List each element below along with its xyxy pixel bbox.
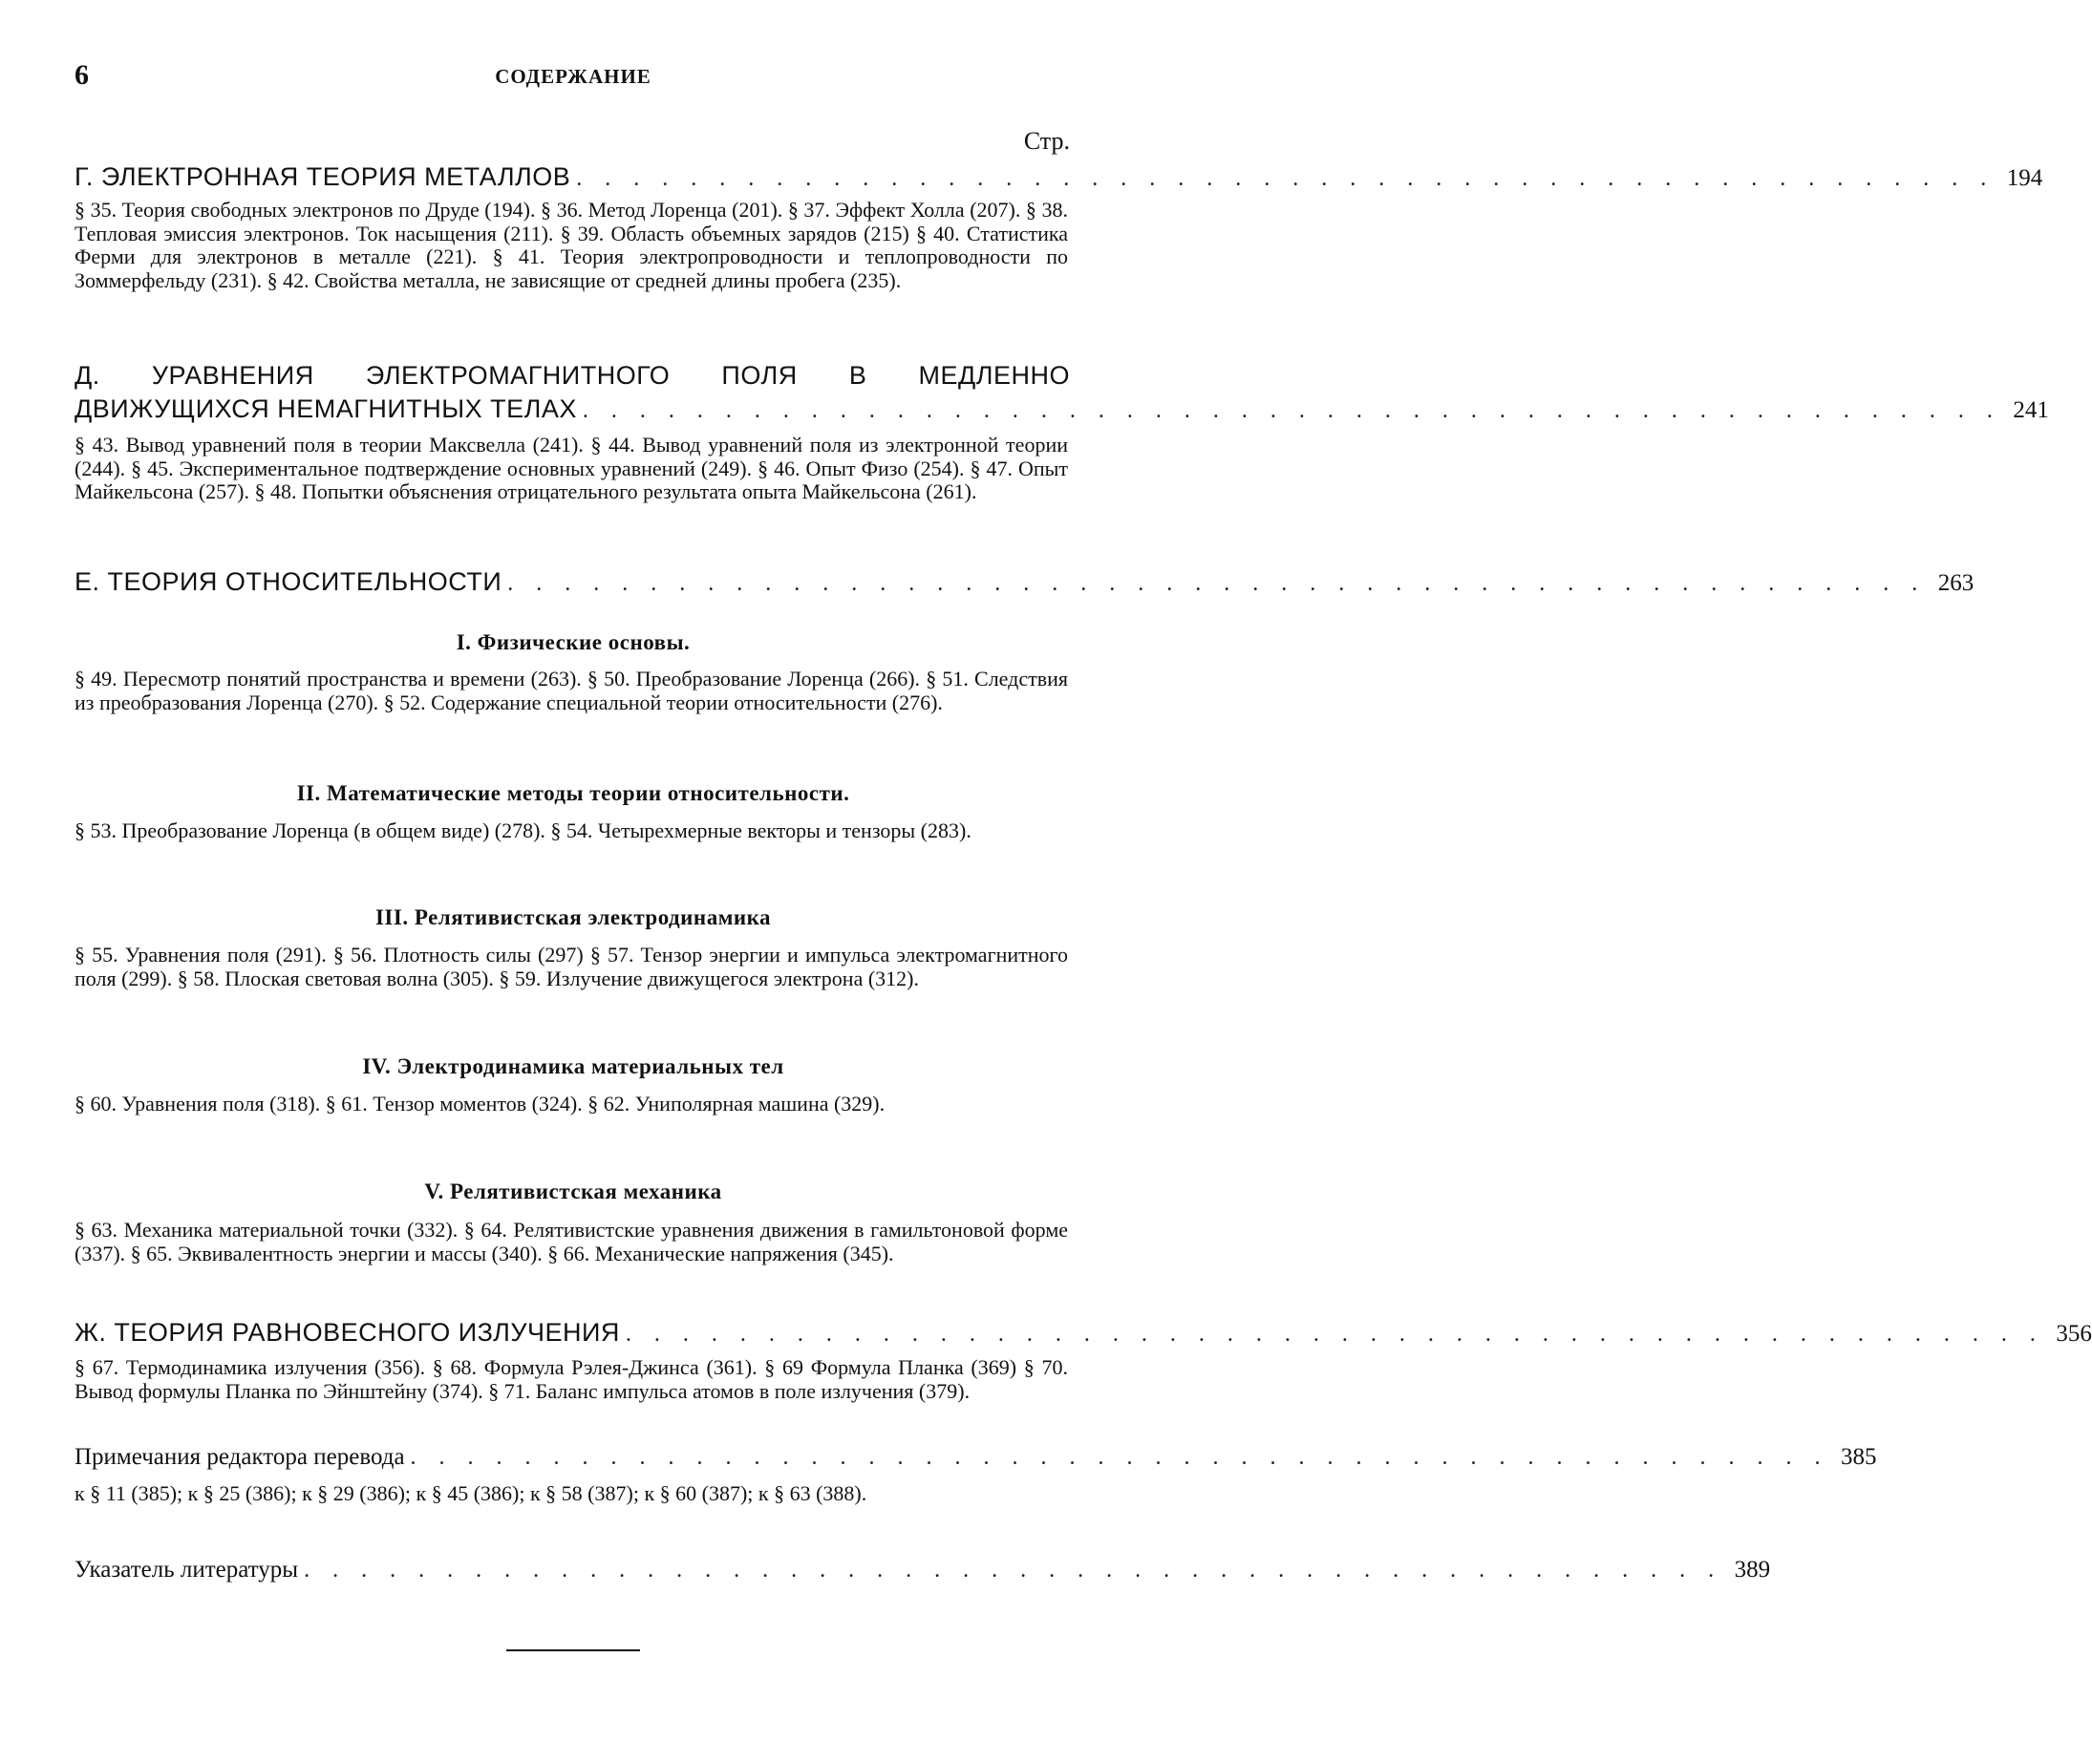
leader-dots: . . . . . . . . . . . . . . . . . . . . . . . . . . . . . . . . . . . . . . . . . . . . . . . . . . bbox=[304, 1558, 1723, 1583]
toc-entry-g[interactable] bbox=[75, 162, 2043, 192]
toc-entry-zh[interactable] bbox=[75, 1318, 2092, 1348]
end-rule bbox=[506, 1649, 640, 1651]
subsection-heading: II. Математические методы теории относительности. bbox=[296, 781, 850, 805]
subsection-heading: IV. Электродинамика материальных тел bbox=[362, 1054, 784, 1078]
leader-dots: . . . . . . . . . . . . . . . . . . . . . . . . . . . . . . . . . . . . . . . . . . . . . . . . . . bbox=[410, 1445, 1829, 1470]
section-paragraphs: § 67. Термодинамика излучения (356). § 68. Формула Рэлея-Джинса (361). § 69 Формула Планка (369) § 70. Вывод формулы Планка по Эйнштейну (374). § 71. Баланс импульса атомов в поле излучения (379). bbox=[75, 1355, 1068, 1403]
page-ref: 263 bbox=[1937, 570, 1975, 596]
running-head bbox=[75, 59, 1072, 97]
section-title: Ж. ТЕОРИЯ РАВНОВЕСНОГО ИЗЛУЧЕНИЯ bbox=[75, 1318, 620, 1347]
section-paragraphs: к § 11 (385); к § 25 (386); к § 29 (386); к § 45 (386); к § 58 (387); к § 60 (387); к § 63 (388). bbox=[75, 1481, 867, 1505]
subsection-heading: V. Релятивистская механика bbox=[424, 1180, 722, 1203]
page-ref: 385 bbox=[1841, 1444, 1877, 1470]
page-ref: 241 bbox=[2013, 397, 2049, 423]
section-title: Указатель литературы bbox=[75, 1557, 299, 1583]
subsection-heading: III. Релятивистская электродинамика bbox=[374, 905, 772, 929]
toc-entry-e[interactable] bbox=[75, 567, 1975, 597]
leader-dots: . . . . . . . . . . . . . . . . . . . . . . . . . . . . . . . . . . . . . . . . . . . . . . . . . . bbox=[507, 571, 1927, 596]
leader-dots: . . . . . . . . . . . . . . . . . . . . . . . . . . . . . . . . . . . . . . . . . . . . . . . . . . bbox=[582, 398, 2001, 423]
leader-dots: . . . . . . . . . . . . . . . . . . . . . . . . . . . . . . . . . . . . . . . . . . . . . . . . . . bbox=[576, 166, 1996, 191]
section-title-line2: ДВИЖУЩИХСЯ НЕМАГНИТНЫХ ТЕЛАХ . . . . . . . . . . . . . . . . . . . . . . . . . . . . . . . . . . . . . . . . . . . . . . . . . . 241 bbox=[75, 394, 2049, 423]
section-paragraphs: § 49. Пересмотр понятий пространства и времени (263). § 50. Преобразование Лоренца (266). § 51. Следствия из преобразования Лоренца (270). § 52. Содержание специальной теории относительности (276). bbox=[75, 667, 1068, 714]
toc-entry-literature[interactable] bbox=[75, 1557, 1771, 1583]
section-paragraphs: § 35. Теория свободных электронов по Друде (194). § 36. Метод Лоренца (201). § 37. Эффект Холла (207). § 38. Тепловая эмиссия электронов. Ток насыщения (211). § 39. Область объемных зарядов (215) § 40. Статистика Ферми для электронов в металле (221). § 41. Теория электропроводности и теплопроводности по Зоммерфельду (231). § 42. Свойства металла, не зависящие от средней длины пробега (235). bbox=[75, 198, 1068, 292]
running-title: СОДЕРЖАНИЕ bbox=[495, 65, 651, 88]
section-title: Г. ЭЛЕКТРОННАЯ ТЕОРИЯ МЕТАЛЛОВ bbox=[75, 162, 571, 191]
subsection-heading: I. Физические основы. bbox=[456, 630, 691, 654]
section-title-line1: Д. УРАВНЕНИЯ ЭЛЕКТРОМАГНИТНОГО ПОЛЯ В МЕДЛЕННО bbox=[75, 361, 1070, 390]
section-title: Е. ТЕОРИЯ ОТНОСИТЕЛЬНОСТИ bbox=[75, 567, 502, 596]
page-number: 6 bbox=[75, 59, 89, 91]
toc-entry-notes[interactable] bbox=[75, 1444, 1877, 1471]
page-ref: 194 bbox=[2006, 165, 2043, 191]
section-paragraphs: § 55. Уравнения поля (291). § 56. Плотность силы (297) § 57. Тензор энергии и импульса электромагнитного поля (299). § 58. Плоская световая волна (305). § 59. Излучение движущегося электрона (312). bbox=[75, 943, 1068, 990]
section-paragraphs: § 60. Уравнения поля (318). § 61. Тензор моментов (324). § 62. Униполярная машина (329). bbox=[75, 1092, 886, 1116]
toc-entry-d[interactable] bbox=[75, 361, 2049, 424]
page-ref: 356 bbox=[2056, 1321, 2092, 1347]
section-paragraphs: § 53. Преобразование Лоренца (в общем виде) (278). § 54. Четырехмерные векторы и тензоры (283). bbox=[75, 818, 971, 842]
leader-dots: . . . . . . . . . . . . . . . . . . . . . . . . . . . . . . . . . . . . . . . . . . . . . . . . . . bbox=[625, 1322, 2044, 1347]
section-paragraphs: § 43. Вывод уравнений поля в теории Максвелла (241). § 44. Вывод уравнений поля из электронной теории (244). § 45. Экспериментальное подтверждение основных уравнений (249). § 46. Опыт Физо (254). § 47. Опыт Майкельсона (257). § 48. Попытки объяснения отрицательного результата опыта Майкельсона (261). bbox=[75, 433, 1068, 503]
section-paragraphs: § 63. Механика материальной точки (332). § 64. Релятивистские уравнения движения в гамильтоновой форме (337). § 65. Эквивалентность энергии и массы (340). § 66. Механические напряжения (345). bbox=[75, 1218, 1068, 1265]
page-column-header: Стр. bbox=[1023, 127, 1070, 155]
section-title: Примечания редактора перевода bbox=[75, 1444, 405, 1470]
page-ref: 389 bbox=[1734, 1557, 1771, 1583]
